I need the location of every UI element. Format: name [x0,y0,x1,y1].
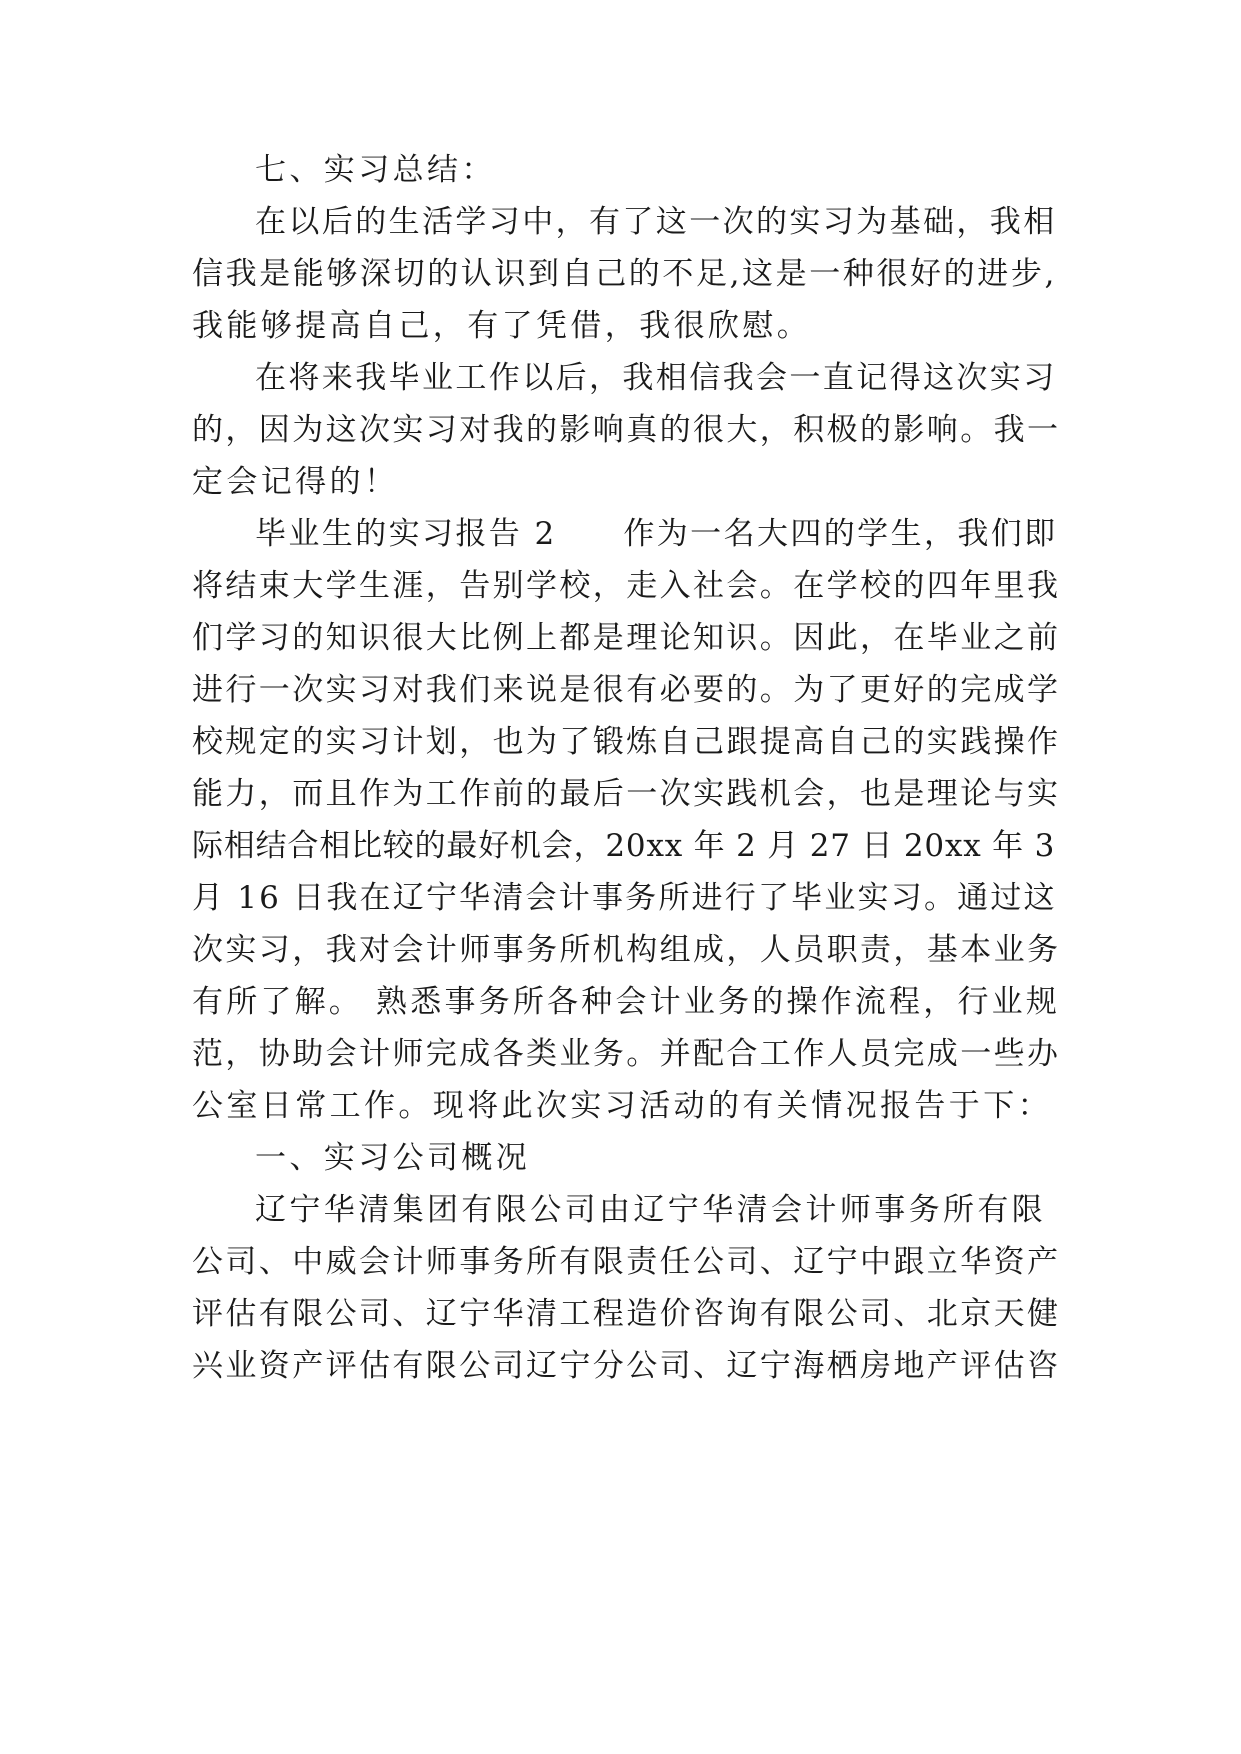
paragraph-line: 定会记得的！ [192,464,399,500]
paragraph-line: 公室日常工作。现将此次实习活动的有关情况报告于下： [192,1088,1052,1124]
paragraph-line: 将结束大学生涯，告别学校，走入社会。在学校的四年里我 [192,568,1061,604]
paragraph-line: 兴业资产评估有限公司辽宁分公司、辽宁海栖房地产评估咨 [192,1348,1061,1384]
section-heading-summary: 七、实习总结： [255,152,496,188]
paragraph-line: 范，协助会计师完成各类业务。并配合工作人员完成一些办 [192,1036,1061,1072]
paragraph-line: 进行一次实习对我们来说是很有必要的。为了更好的完成学 [192,672,1061,708]
paragraph-line: 际相结合相比较的最好机会，20xx 年 2 月 27 日 20xx 年 3 [192,828,1056,864]
paragraph-line: 有所了解。 熟悉事务所各种会计业务的操作流程，行业规 [192,984,1061,1020]
section-heading-company-overview: 一、实习公司概况 [255,1140,531,1176]
paragraph-line: 我能够提高自己，有了凭借，我很欣慰。 [192,308,812,344]
paragraph-line: 在以后的生活学习中，有了这一次的实习为基础，我相 [255,204,1057,240]
paragraph-line: 月 16 日我在辽宁华清会计事务所进行了毕业实习。通过这 [192,880,1057,916]
report-title-line: 毕业生的实习报告 2 作为一名大四的学生，我们即 [255,516,1058,552]
paragraph-line: 能力，而且作为工作前的最后一次实践机会，也是理论与实 [192,776,1061,812]
paragraph-line: 次实习，我对会计师事务所机构组成，人员职责，基本业务 [192,932,1061,968]
paragraph-line: 辽宁华清集团有限公司由辽宁华清会计师事务所有限 [255,1192,1047,1228]
paragraph-line: 评估有限公司、辽宁华清工程造价咨询有限公司、北京天健 [192,1296,1061,1332]
paragraph-line: 信我是能够深切的认识到自己的不足,这是一种很好的进步, [192,256,1057,292]
paragraph-line: 校规定的实习计划，也为了锻炼自己跟提高自己的实践操作 [192,724,1061,760]
paragraph-line: 们学习的知识很大比例上都是理论知识。因此，在毕业之前 [192,620,1061,656]
paragraph-line: 在将来我毕业工作以后，我相信我会一直记得这次实习 [255,360,1057,396]
paragraph-line: 公司、中威会计师事务所有限责任公司、辽宁中跟立华资产 [192,1244,1061,1280]
paragraph-line: 的，因为这次实习对我的影响真的很大，积极的影响。我一 [192,412,1061,448]
